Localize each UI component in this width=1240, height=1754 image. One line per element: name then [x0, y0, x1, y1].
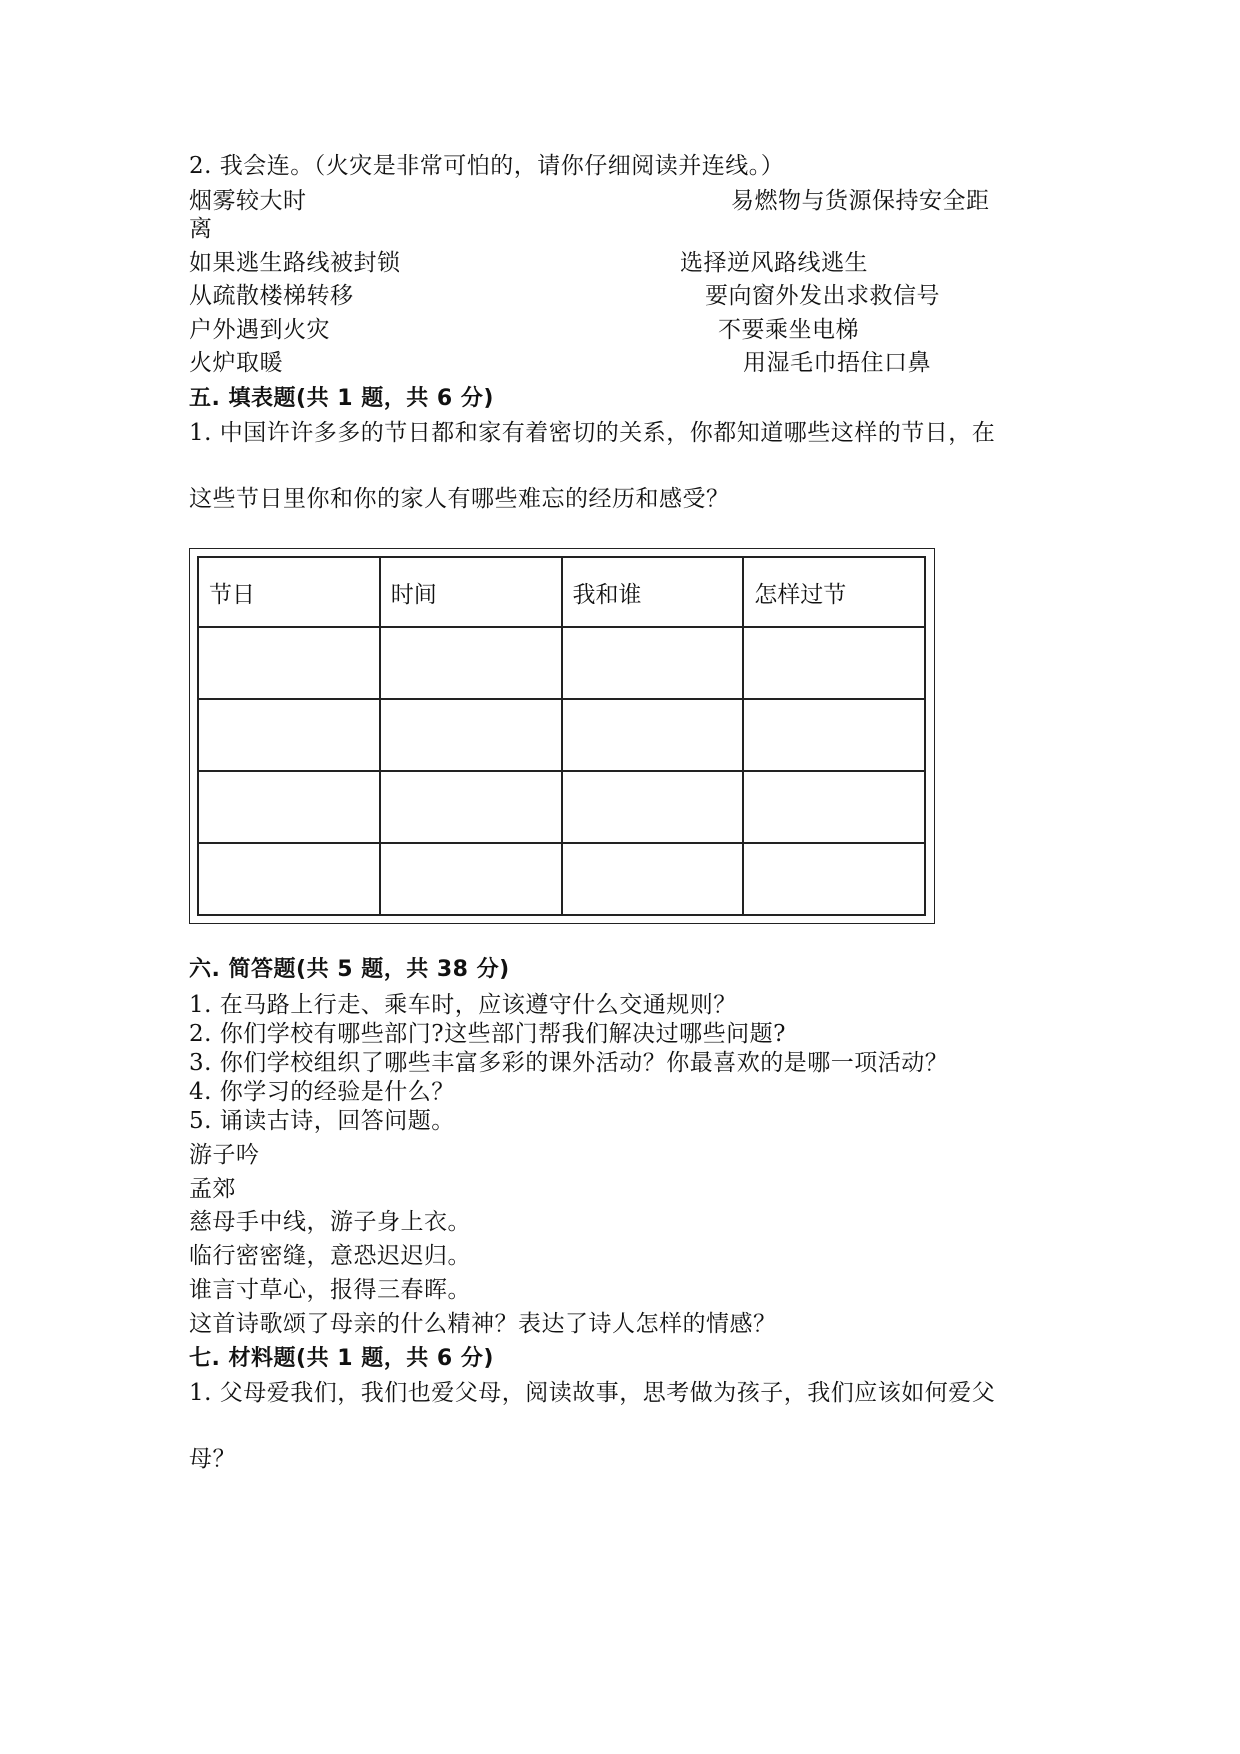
- table-row: [198, 771, 925, 843]
- table-header-cell: 我和谁: [562, 557, 744, 627]
- match-right-item: 选择逆风路线逃生: [680, 250, 868, 276]
- section-heading-6: 六. 简答题(共 5 题，共 38 分): [189, 957, 510, 982]
- festival-table: [197, 556, 926, 916]
- match-right-item-wrap: 离: [189, 216, 213, 242]
- table-cell[interactable]: [743, 699, 925, 771]
- question-text: 3. 你们学校组织了哪些丰富多彩的课外活动？你最喜欢的是哪一项活动？: [189, 1050, 949, 1076]
- question-text: 1. 在马路上行走、乘车时，应该遵守什么交通规则？: [189, 992, 737, 1018]
- table-cell[interactable]: [198, 843, 380, 915]
- table-row: [198, 699, 925, 771]
- table-header-cell: 节日: [198, 557, 380, 627]
- section-heading-5: 五. 填表题(共 1 题，共 6 分): [189, 386, 494, 411]
- poem-line: 谁言寸草心，报得三春晖。: [189, 1277, 471, 1303]
- question-text: 这首诗歌颂了母亲的什么精神？表达了诗人怎样的情感？: [189, 1311, 777, 1337]
- question-text: 母？: [189, 1446, 236, 1472]
- table-cell[interactable]: [562, 627, 744, 699]
- table-cell[interactable]: [198, 627, 380, 699]
- table-cell[interactable]: [743, 627, 925, 699]
- table-cell[interactable]: [743, 843, 925, 915]
- question-text: 5. 诵读古诗，回答问题。: [189, 1108, 455, 1134]
- question-text: 4. 你学习的经验是什么？: [189, 1079, 455, 1105]
- table-header-row: [198, 557, 925, 627]
- question-text: 2. 你们学校有哪些部门?这些部门帮我们解决过哪些问题?: [189, 1021, 786, 1047]
- match-left-item: 火炉取暖: [189, 350, 283, 376]
- table-cell[interactable]: [562, 771, 744, 843]
- table-cell[interactable]: [562, 843, 744, 915]
- match-question-intro: 2. 我会连。（火灾是非常可怕的，请你仔细阅读并连线。）: [189, 153, 785, 179]
- table-cell[interactable]: [380, 699, 562, 771]
- table-cell[interactable]: [198, 771, 380, 843]
- table-header-cell: 怎样过节: [743, 557, 925, 627]
- table-cell[interactable]: [562, 699, 744, 771]
- poem-title: 游子吟: [189, 1142, 260, 1168]
- match-left-item: 如果逃生路线被封锁: [189, 250, 401, 276]
- table-cell[interactable]: [380, 771, 562, 843]
- table-cell[interactable]: [743, 771, 925, 843]
- match-left-item: 烟雾较大时: [189, 188, 307, 214]
- question-text: 1. 中国许许多多的节日都和家有着密切的关系，你都知道哪些这样的节日，在: [189, 420, 996, 446]
- match-left-item: 户外遇到火灾: [189, 317, 330, 343]
- table-cell[interactable]: [380, 843, 562, 915]
- poem-line: 慈母手中线，游子身上衣。: [189, 1209, 471, 1235]
- table-cell[interactable]: [380, 627, 562, 699]
- match-right-item: 易燃物与货源保持安全距: [731, 188, 990, 214]
- section-heading-7: 七. 材料题(共 1 题，共 6 分): [189, 1346, 494, 1371]
- table-header-cell: 时间: [380, 557, 562, 627]
- poem-line: 临行密密缝，意恐迟迟归。: [189, 1243, 471, 1269]
- question-text: 1. 父母爱我们，我们也爱父母，阅读故事，思考做为孩子，我们应该如何爱父: [189, 1380, 996, 1406]
- match-right-item: 用湿毛巾捂住口鼻: [743, 350, 931, 376]
- match-left-item: 从疏散楼梯转移: [189, 283, 354, 309]
- table-row: [198, 843, 925, 915]
- match-right-item: 不要乘坐电梯: [718, 317, 859, 343]
- match-right-item: 要向窗外发出求救信号: [705, 283, 940, 309]
- question-text: 这些节日里你和你的家人有哪些难忘的经历和感受？: [189, 486, 730, 512]
- poem-author: 孟郊: [189, 1176, 236, 1202]
- table-cell[interactable]: [198, 699, 380, 771]
- table-row: [198, 627, 925, 699]
